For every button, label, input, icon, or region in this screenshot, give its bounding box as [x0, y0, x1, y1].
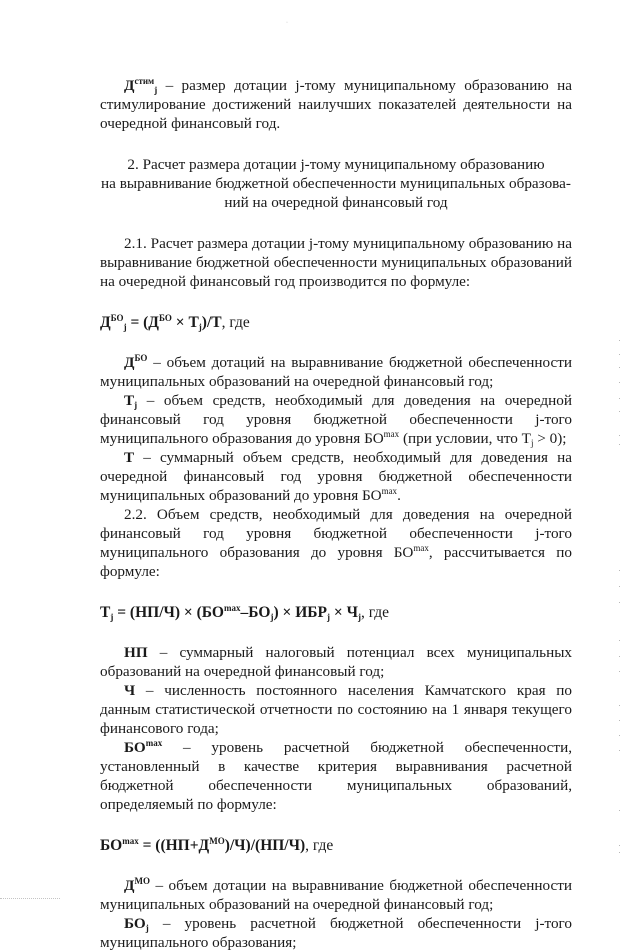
formula-part: БО	[100, 837, 123, 854]
heading-line-2: на выравнивание бюджетной обеспеченности муниципальных образова-	[101, 175, 571, 192]
formula-part: T	[100, 604, 111, 621]
document-body	[100, 76, 572, 952]
paragraph-superscript: max	[413, 543, 429, 553]
definition-text: (при условии, что T	[399, 430, 531, 447]
formula-part: Д	[100, 314, 111, 331]
definition-text: – объем средств, необходимый для доведения на очередной финансовый год уровня бюджетной обеспеченности j-того муниципального образования до уровня БО	[100, 392, 572, 447]
definition-boj	[100, 914, 572, 952]
definition-text: .	[397, 487, 401, 504]
symbol-text: T	[124, 392, 135, 409]
symbol-np: НП	[124, 644, 148, 661]
symbol-superscript: max	[145, 738, 163, 748]
formula-part: ) × ИБР	[273, 604, 327, 621]
symbol-text: БО	[124, 915, 146, 932]
definition-dmo	[100, 876, 572, 914]
definition-text: – суммарный объем средств, необходимый для доведения на очередной финансовый год уровня бюджетной обеспеченности муниципальных образований до уровня БО	[100, 449, 572, 504]
formula-bomax	[100, 836, 572, 855]
definition-tj	[100, 391, 572, 448]
formula-tj	[100, 603, 572, 622]
formula-subscript: j	[110, 612, 114, 622]
formula-subscript: j	[270, 612, 274, 622]
formula-superscript: МО	[209, 836, 225, 846]
bottom-scan-mark	[0, 898, 60, 901]
symbol-bomax	[124, 739, 162, 756]
symbol-superscript: МО	[134, 876, 150, 886]
heading-line-1: 2. Расчет размера дотации j-тому муниципальному образованию	[127, 156, 545, 173]
definition-text: > 0);	[533, 430, 567, 447]
formula-superscript: max	[122, 836, 139, 846]
paragraph-2-1: 2.1. Расчет размера дотации j-тому муниципальному образованию на выравнивание бюджетной обеспеченности муниципальных образований на очередной финансовый год производится по формуле:	[100, 235, 572, 290]
definition-text: – объем дотации на выравнивание бюджетной обеспеченности муниципальных образований на очередной финансовый год;	[100, 877, 572, 913]
formula-expression	[100, 314, 222, 331]
definition-text: – суммарный налоговый потенциал всех муниципальных образований на очередной финансовый год;	[100, 644, 572, 680]
formula-expression	[100, 837, 305, 854]
symbol-subscript: j	[145, 923, 149, 933]
formula-tail: , где	[360, 604, 390, 621]
symbol-text: Д	[124, 77, 135, 94]
symbol-dstim	[124, 77, 157, 94]
paragraph-dstim-definition	[100, 76, 572, 133]
formula-superscript: БО	[110, 313, 124, 323]
formula-part: –БО	[240, 604, 271, 621]
section-heading	[100, 155, 572, 212]
formula-part: × Ч	[329, 604, 358, 621]
formula-subscript: j	[198, 322, 202, 332]
paragraph-2-2	[100, 505, 572, 581]
formula-tail: , где	[221, 314, 250, 331]
formula-superscript: БО	[158, 313, 172, 323]
formula-expression	[100, 604, 361, 621]
definition-text: – численность постоянного населения Камчатского края по данным статистической отчетности по состоянию на 1 января текущего финансового года;	[100, 682, 572, 737]
symbol-subscript: j	[154, 85, 158, 95]
definition-text: – размер дотации j-тому муниципальному образованию на стимулирование достижений наилучших показателей деятельности на очередной финансовый год.	[100, 77, 572, 132]
symbol-text: Д	[124, 354, 135, 371]
definition-bomax	[100, 738, 572, 814]
definition-superscript: max	[383, 429, 400, 439]
formula-part: × T	[171, 314, 199, 331]
formula-part: = (НП/Ч) × (БО	[113, 604, 224, 621]
definition-t	[100, 448, 572, 505]
margin-scan-dots	[619, 340, 623, 860]
formula-part: = ((НП+Д	[138, 837, 210, 854]
symbol-subscript: j	[134, 400, 138, 410]
symbol-tj	[124, 392, 137, 409]
formula-part: )/Ч)/(НП/Ч)	[224, 837, 306, 854]
symbol-text: Д	[124, 877, 135, 894]
symbol-ch: Ч	[124, 682, 136, 699]
definition-np	[100, 643, 572, 681]
formula-subscript: j	[123, 322, 127, 332]
formula-part: )/T	[201, 314, 222, 331]
paragraph-text: 2.2. Объем средств, необходимый для доведения на очередной финансовый год уровня бюджетной обеспеченности j-того муниципального образования до уровня БО	[100, 506, 572, 561]
paragraph-text: , рассчитывается по формуле:	[100, 544, 572, 580]
formula-tail: , где	[305, 837, 334, 854]
definition-text: – объем дотаций на выравнивание бюджетной обеспеченности муниципальных образований на очередной финансовый год;	[100, 354, 572, 390]
symbol-t: T	[124, 449, 135, 466]
top-mark: ·	[286, 20, 288, 26]
definition-subscript: j	[530, 438, 534, 448]
symbol-dbo	[124, 354, 147, 371]
definition-dbo	[100, 353, 572, 391]
formula-subscript: j	[357, 612, 361, 622]
symbol-superscript: стим	[134, 76, 155, 86]
symbol-dmo	[124, 877, 150, 894]
definition-ch	[100, 681, 572, 738]
formula-dbo	[100, 313, 572, 332]
heading-line-3: ний на очередной финансовый год	[224, 194, 448, 211]
symbol-text: БО	[124, 739, 146, 756]
definition-text: – уровень расчетной бюджетной обеспеченности j-того муниципального образования;	[100, 915, 572, 951]
symbol-boj	[124, 915, 149, 932]
formula-subscript: j	[326, 612, 330, 622]
formula-superscript: max	[224, 603, 241, 613]
definition-text: – уровень расчетной бюджетной обеспеченности, установленный в качестве критерия выравнивания расчетной бюджетной обеспеченности муниципальных образований, определяемый по формуле:	[100, 739, 572, 813]
definition-superscript: max	[381, 486, 398, 496]
symbol-superscript: БО	[134, 353, 148, 363]
formula-part: = (Д	[126, 314, 159, 331]
